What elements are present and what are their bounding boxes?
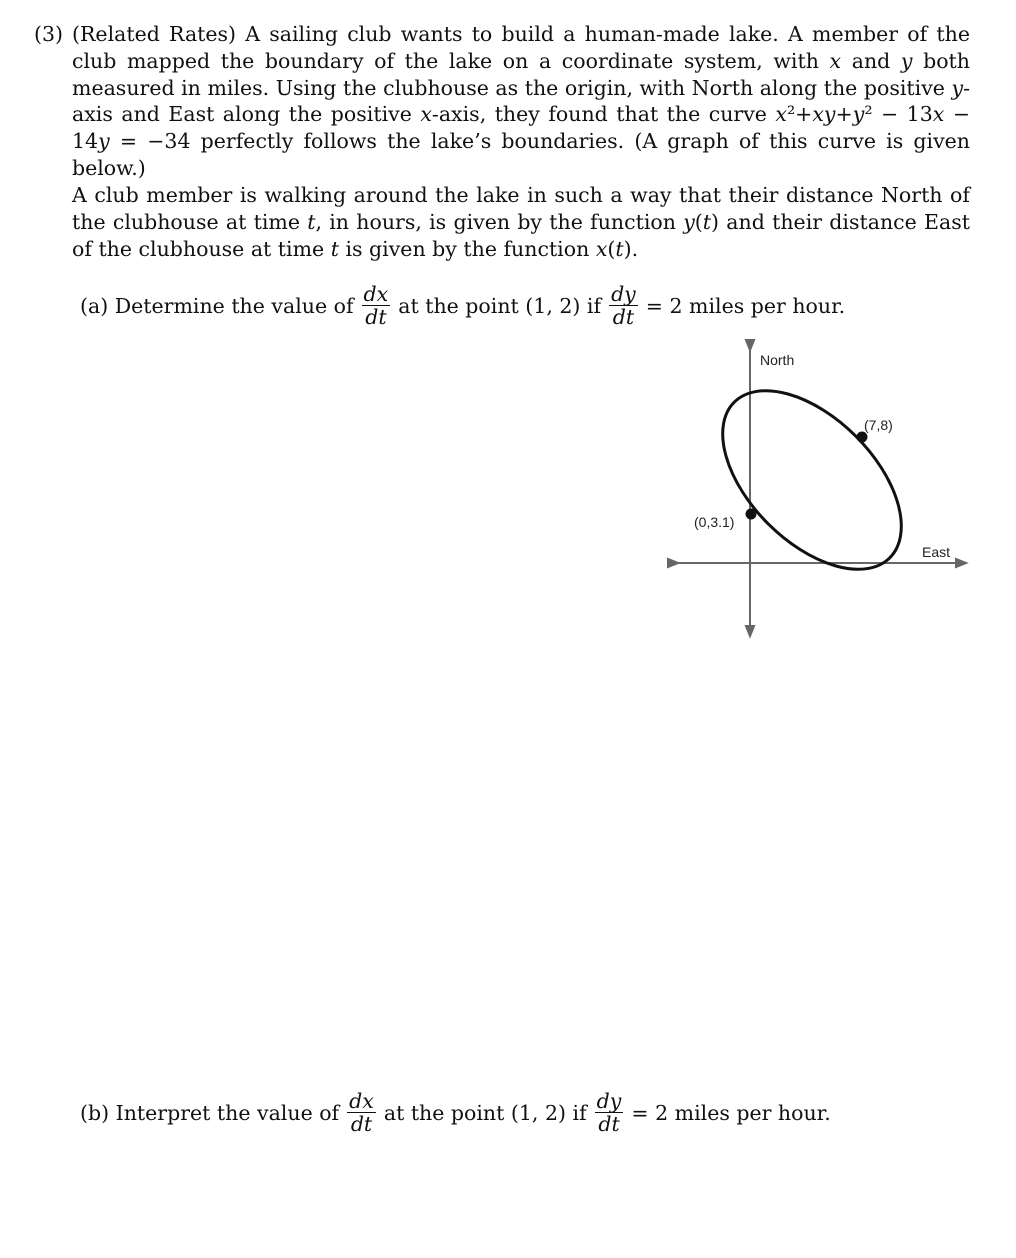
problem-intro: (Related Rates) A sailing club wants to build a human-made lake. A member of the club mapped the boundary of the lake on a coordinate system, with x and y both measured in miles. Using the clubhouse as the origin, with North along the positive y-axis and East along the positive x-axis, they found that the curve x²+xy+y² − 13x − 14y = −34 perfectly follows the lake’s boundaries. (A graph of this curve is given below.) [72, 22, 970, 180]
fraction-denominator: dt [365, 305, 387, 329]
point-0-3-1 [746, 509, 757, 520]
fraction-denominator: dt [612, 305, 635, 329]
point-7-8 [857, 432, 868, 443]
part-b-dy-dt-fraction [595, 1090, 624, 1135]
fraction-numerator: dy [611, 282, 636, 306]
fraction-denominator: dt [350, 1112, 373, 1136]
fraction-numerator: dy [596, 1089, 622, 1113]
fraction-denominator: dt [598, 1112, 620, 1136]
lake-boundary-curve [690, 358, 933, 601]
fraction-numerator: dx [363, 282, 389, 306]
part-b-middle: at the point (1, 2) if [383, 1100, 587, 1125]
part-b-dx-dt-fraction [347, 1090, 376, 1135]
part-b-question [80, 1090, 831, 1135]
part-a-tail: = 2 miles per hour. [645, 293, 846, 318]
part-b-tail: = 2 miles per hour. [631, 1100, 831, 1125]
part-b-label: (b) Interpret the value of [80, 1100, 340, 1125]
problem-number: (3) [34, 22, 64, 46]
problem-walk-text: A club member is walking around the lake in such a way that their distance North of the clubhouse at time t, in hours, is given by the function y(t) and their distance East of the clubhouse at time t is given by the function x(t). [72, 183, 970, 261]
y-axis-label: North [760, 352, 795, 368]
x-axis-label: East [922, 544, 951, 560]
part-a-middle: at the point (1, 2) if [398, 293, 602, 318]
part-a-label: (a) Determine the value of [80, 293, 354, 318]
fraction-numerator: dx [349, 1089, 374, 1113]
point-7-8-label: (7,8) [864, 417, 893, 433]
point-0-3-1-label: (0,3.1) [694, 514, 735, 530]
